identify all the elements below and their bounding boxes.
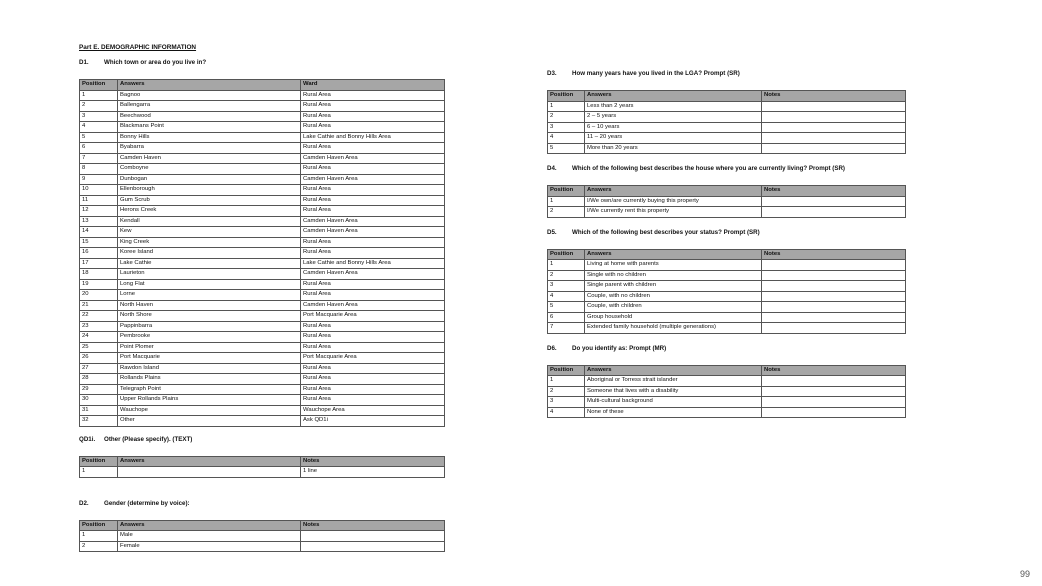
left-column: [79, 44, 445, 563]
column-header: Answers: [585, 186, 762, 197]
notes-cell: Lake Cathie and Bonny Hills Area: [301, 132, 445, 143]
notes-cell: [762, 291, 906, 302]
notes-cell: [762, 207, 906, 218]
right-column: [547, 70, 906, 429]
column-header: Notes: [762, 91, 906, 102]
table-row: [80, 237, 445, 248]
table-row: [548, 260, 906, 271]
notes-cell: Rural Area: [301, 248, 445, 259]
column-header: Position: [80, 520, 118, 531]
position-cell: 13: [80, 216, 118, 227]
table-row: [548, 122, 906, 133]
position-cell: 27: [80, 363, 118, 374]
position-cell: 6: [80, 143, 118, 154]
table-row: [80, 395, 445, 406]
table-row: [80, 541, 445, 552]
position-cell: 26: [80, 353, 118, 364]
notes-cell: Rural Area: [301, 185, 445, 196]
position-cell: 4: [548, 407, 585, 418]
column-header: Position: [548, 186, 585, 197]
table-row: [80, 416, 445, 427]
answer-cell: Port Macquarie: [118, 353, 301, 364]
notes-cell: [762, 133, 906, 144]
table-row: [548, 207, 906, 218]
notes-cell: 1 line: [301, 467, 445, 478]
table-row: [548, 386, 906, 397]
table-row: [80, 111, 445, 122]
answer-cell: Lorne: [118, 290, 301, 301]
position-cell: 4: [548, 133, 585, 144]
position-cell: 15: [80, 237, 118, 248]
notes-cell: Camden Haven Area: [301, 300, 445, 311]
page-number: 99: [1020, 569, 1031, 579]
answer-cell: Wauchope: [118, 405, 301, 416]
answer-table: [79, 456, 445, 478]
answer-cell: Bonny Hills: [118, 132, 301, 143]
table-row: [548, 112, 906, 123]
notes-cell: [762, 196, 906, 207]
answer-cell: [118, 467, 301, 478]
table-row: [548, 270, 906, 281]
answer-cell: Ballengarra: [118, 101, 301, 112]
column-header: Answers: [585, 91, 762, 102]
position-cell: 20: [80, 290, 118, 301]
table-row: [80, 467, 445, 478]
answer-cell: Byabarra: [118, 143, 301, 154]
question-number: D1.: [79, 59, 89, 66]
notes-cell: [762, 407, 906, 418]
table-row: [80, 300, 445, 311]
position-cell: 2: [548, 112, 585, 123]
question-d6: [547, 345, 906, 419]
position-cell: 16: [80, 248, 118, 259]
notes-cell: Camden Haven Area: [301, 227, 445, 238]
notes-cell: [762, 376, 906, 387]
answer-cell: Gum Scrub: [118, 195, 301, 206]
table-row: [80, 90, 445, 101]
table-row: [80, 164, 445, 175]
answer-cell: Someone that lives with a disability: [585, 386, 762, 397]
notes-cell: Camden Haven Area: [301, 174, 445, 185]
table-row: [80, 531, 445, 542]
table-row: [80, 353, 445, 364]
position-cell: 11: [80, 195, 118, 206]
answer-cell: Kew: [118, 227, 301, 238]
position-cell: 2: [548, 270, 585, 281]
table-row: [80, 374, 445, 385]
notes-cell: Rural Area: [301, 384, 445, 395]
position-cell: 32: [80, 416, 118, 427]
table-row: [80, 206, 445, 217]
answer-cell: North Shore: [118, 311, 301, 322]
answer-cell: Rollands Plains: [118, 374, 301, 385]
question-text: Which town or area do you live in?: [104, 59, 207, 66]
table-row: [80, 384, 445, 395]
table-row: [80, 269, 445, 280]
position-cell: 4: [548, 291, 585, 302]
notes-cell: [762, 397, 906, 408]
answer-cell: Couple, with no children: [585, 291, 762, 302]
answer-table: [79, 79, 445, 427]
answer-cell: Herons Creek: [118, 206, 301, 217]
question-d3: [547, 70, 906, 154]
notes-cell: Rural Area: [301, 290, 445, 301]
answer-cell: Single with no children: [585, 270, 762, 281]
answer-cell: Beechwood: [118, 111, 301, 122]
answer-cell: King Creek: [118, 237, 301, 248]
question-heading: [547, 229, 906, 237]
position-cell: 29: [80, 384, 118, 395]
notes-cell: Rural Area: [301, 111, 445, 122]
answer-cell: More than 20 years: [585, 143, 762, 154]
table-row: [80, 342, 445, 353]
table-row: [548, 101, 906, 112]
table-row: [548, 312, 906, 323]
question-text: How many years have you lived in the LGA? Prompt (SR): [572, 70, 740, 77]
answer-cell: Ellenborough: [118, 185, 301, 196]
question-d1: [79, 59, 445, 427]
table-row: [80, 185, 445, 196]
position-cell: 24: [80, 332, 118, 343]
table-row: [548, 143, 906, 154]
answer-cell: Female: [118, 541, 301, 552]
answer-cell: I/We currently rent this property: [585, 207, 762, 218]
answer-cell: I/We own/are currently buying this property: [585, 196, 762, 207]
answer-table: [547, 365, 906, 419]
notes-cell: Rural Area: [301, 363, 445, 374]
answer-cell: Telegraph Point: [118, 384, 301, 395]
position-cell: 1: [548, 376, 585, 387]
position-cell: 1: [548, 101, 585, 112]
table-row: [80, 258, 445, 269]
question-d4: [547, 165, 906, 218]
answer-cell: Laurieton: [118, 269, 301, 280]
notes-cell: Port Macquarie Area: [301, 311, 445, 322]
position-cell: 28: [80, 374, 118, 385]
answer-cell: Living at home with parents: [585, 260, 762, 271]
position-cell: 8: [80, 164, 118, 175]
column-header: Ward: [301, 80, 445, 91]
table-row: [80, 195, 445, 206]
table-row: [80, 405, 445, 416]
column-header: Notes: [301, 520, 445, 531]
notes-cell: [762, 101, 906, 112]
position-cell: 21: [80, 300, 118, 311]
answer-cell: 2 – 5 years: [585, 112, 762, 123]
column-header: Notes: [762, 249, 906, 260]
notes-cell: Camden Haven Area: [301, 269, 445, 280]
question-number: D6.: [547, 344, 557, 352]
answer-table: [547, 90, 906, 154]
column-header: Answers: [585, 249, 762, 260]
position-cell: 2: [80, 101, 118, 112]
notes-cell: Rural Area: [301, 342, 445, 353]
question-text: Gender (determine by voice):: [104, 499, 190, 507]
notes-cell: [762, 312, 906, 323]
table-row: [80, 101, 445, 112]
notes-cell: [762, 112, 906, 123]
position-cell: 22: [80, 311, 118, 322]
answer-cell: Aboriginal or Torress strait islander: [585, 376, 762, 387]
column-header: Position: [80, 456, 118, 467]
answer-cell: Other: [118, 416, 301, 427]
position-cell: 1: [548, 196, 585, 207]
notes-cell: Ask QD1i: [301, 416, 445, 427]
position-cell: 9: [80, 174, 118, 185]
question-heading: [79, 59, 445, 67]
question-heading: [79, 436, 445, 444]
question-heading: [79, 500, 445, 508]
notes-cell: Rural Area: [301, 332, 445, 343]
table-row: [80, 363, 445, 374]
question-number: QD1i.: [79, 435, 96, 443]
column-header: Answers: [118, 520, 301, 531]
position-cell: 5: [80, 132, 118, 143]
table-row: [80, 321, 445, 332]
position-cell: 14: [80, 227, 118, 238]
notes-cell: Camden Haven Area: [301, 153, 445, 164]
table-header-row: [548, 249, 906, 260]
column-header: Answers: [118, 456, 301, 467]
question-heading: [547, 70, 906, 78]
table-row: [80, 227, 445, 238]
part-title: Part E. DEMOGRAPHIC INFORMATION: [79, 44, 197, 51]
answer-cell: Camden Haven: [118, 153, 301, 164]
position-cell: 30: [80, 395, 118, 406]
column-header: Position: [548, 91, 585, 102]
position-cell: 19: [80, 279, 118, 290]
question-number: D5.: [547, 228, 557, 236]
position-cell: 1: [80, 531, 118, 542]
notes-cell: [762, 260, 906, 271]
notes-cell: [762, 122, 906, 133]
position-cell: 1: [548, 260, 585, 271]
table-row: [80, 143, 445, 154]
table-row: [80, 174, 445, 185]
answer-cell: 11 – 20 years: [585, 133, 762, 144]
column-header: Position: [548, 249, 585, 260]
table-row: [80, 248, 445, 259]
table-row: [548, 302, 906, 313]
table-header-row: [548, 186, 906, 197]
answer-cell: Multi-cultural background: [585, 397, 762, 408]
position-cell: 1: [80, 90, 118, 101]
answer-table: [79, 520, 445, 553]
column-header: Notes: [762, 365, 906, 376]
column-header: Answers: [118, 80, 301, 91]
position-cell: 7: [80, 153, 118, 164]
notes-cell: [762, 281, 906, 292]
column-header: Position: [80, 80, 118, 91]
position-cell: 3: [548, 122, 585, 133]
table-row: [548, 397, 906, 408]
answer-cell: Couple, with children: [585, 302, 762, 313]
position-cell: 25: [80, 342, 118, 353]
notes-cell: [762, 270, 906, 281]
answer-cell: Pappinbarra: [118, 321, 301, 332]
answer-cell: Lake Cathie: [118, 258, 301, 269]
notes-cell: Rural Area: [301, 164, 445, 175]
answer-cell: Upper Rollands Plains: [118, 395, 301, 406]
answer-cell: Less than 2 years: [585, 101, 762, 112]
answer-table: [547, 185, 906, 218]
answer-cell: Kendall: [118, 216, 301, 227]
position-cell: 5: [548, 143, 585, 154]
question-number: D2.: [79, 499, 89, 507]
notes-cell: Rural Area: [301, 374, 445, 385]
answer-cell: Dunbogan: [118, 174, 301, 185]
answer-cell: Single parent with children: [585, 281, 762, 292]
notes-cell: Rural Area: [301, 122, 445, 133]
notes-cell: [762, 143, 906, 154]
position-cell: 2: [548, 207, 585, 218]
answer-cell: Point Plomer: [118, 342, 301, 353]
answer-table: [547, 249, 906, 334]
table-row: [80, 311, 445, 322]
question-text: Which of the following best describes your status? Prompt (SR): [572, 228, 760, 236]
position-cell: 3: [548, 397, 585, 408]
notes-cell: Rural Area: [301, 195, 445, 206]
answer-cell: None of these: [585, 407, 762, 418]
question-text: Which of the following best describes the house where you are currently living? Prompt (SR): [572, 165, 845, 172]
position-cell: 3: [548, 281, 585, 292]
column-header: Answers: [585, 365, 762, 376]
question-number: D4.: [547, 165, 557, 172]
table-row: [548, 281, 906, 292]
notes-cell: Rural Area: [301, 237, 445, 248]
column-header: Notes: [301, 456, 445, 467]
question-heading: [547, 345, 906, 353]
position-cell: 2: [548, 386, 585, 397]
position-cell: 18: [80, 269, 118, 280]
position-cell: 17: [80, 258, 118, 269]
table-header-row: [80, 520, 445, 531]
position-cell: 2: [80, 541, 118, 552]
answer-cell: Comboyne: [118, 164, 301, 175]
position-cell: 31: [80, 405, 118, 416]
notes-cell: Rural Area: [301, 279, 445, 290]
position-cell: 10: [80, 185, 118, 196]
column-header: Notes: [762, 186, 906, 197]
notes-cell: Rural Area: [301, 101, 445, 112]
table-header-row: [548, 91, 906, 102]
position-cell: 12: [80, 206, 118, 217]
notes-cell: Rural Area: [301, 321, 445, 332]
position-cell: 6: [548, 312, 585, 323]
table-row: [548, 196, 906, 207]
table-row: [80, 132, 445, 143]
answer-cell: Male: [118, 531, 301, 542]
table-row: [548, 133, 906, 144]
position-cell: 3: [80, 111, 118, 122]
answer-cell: 6 – 10 years: [585, 122, 762, 133]
answer-cell: Group household: [585, 312, 762, 323]
question-qd1i: [79, 436, 445, 478]
question-number: D3.: [547, 70, 557, 77]
notes-cell: Port Macquarie Area: [301, 353, 445, 364]
notes-cell: Rural Area: [301, 90, 445, 101]
notes-cell: Rural Area: [301, 143, 445, 154]
table-row: [548, 376, 906, 387]
question-d5: [547, 229, 906, 334]
answer-cell: Rawdon Island: [118, 363, 301, 374]
question-text: Other (Please specify). (TEXT): [104, 435, 193, 443]
position-cell: 1: [80, 467, 118, 478]
answer-cell: North Haven: [118, 300, 301, 311]
table-row: [548, 407, 906, 418]
table-row: [80, 279, 445, 290]
answer-cell: Extended family household (multiple generations): [585, 323, 762, 334]
notes-cell: [301, 531, 445, 542]
table-row: [80, 216, 445, 227]
position-cell: 5: [548, 302, 585, 313]
table-row: [80, 290, 445, 301]
table-row: [548, 291, 906, 302]
question-text: Do you identify as: Prompt (MR): [572, 344, 667, 352]
table-header-row: [80, 80, 445, 91]
table-row: [80, 153, 445, 164]
notes-cell: Camden Haven Area: [301, 216, 445, 227]
position-cell: 4: [80, 122, 118, 133]
table-row: [80, 122, 445, 133]
answer-cell: Long Flat: [118, 279, 301, 290]
table-row: [548, 323, 906, 334]
answer-cell: Pembrooke: [118, 332, 301, 343]
notes-cell: Wauchope Area: [301, 405, 445, 416]
notes-cell: Rural Area: [301, 395, 445, 406]
answer-cell: Koree Island: [118, 248, 301, 259]
answer-cell: Blackmans Point: [118, 122, 301, 133]
position-cell: 7: [548, 323, 585, 334]
position-cell: 23: [80, 321, 118, 332]
notes-cell: [301, 541, 445, 552]
table-header-row: [548, 365, 906, 376]
notes-cell: [762, 323, 906, 334]
table-header-row: [80, 456, 445, 467]
notes-cell: Lake Cathie and Bonny Hills Area: [301, 258, 445, 269]
question-heading: [547, 165, 906, 173]
answer-cell: Bagnoo: [118, 90, 301, 101]
notes-cell: [762, 386, 906, 397]
table-row: [80, 332, 445, 343]
notes-cell: [762, 302, 906, 313]
column-header: Position: [548, 365, 585, 376]
notes-cell: Rural Area: [301, 206, 445, 217]
question-d2: [79, 500, 445, 553]
